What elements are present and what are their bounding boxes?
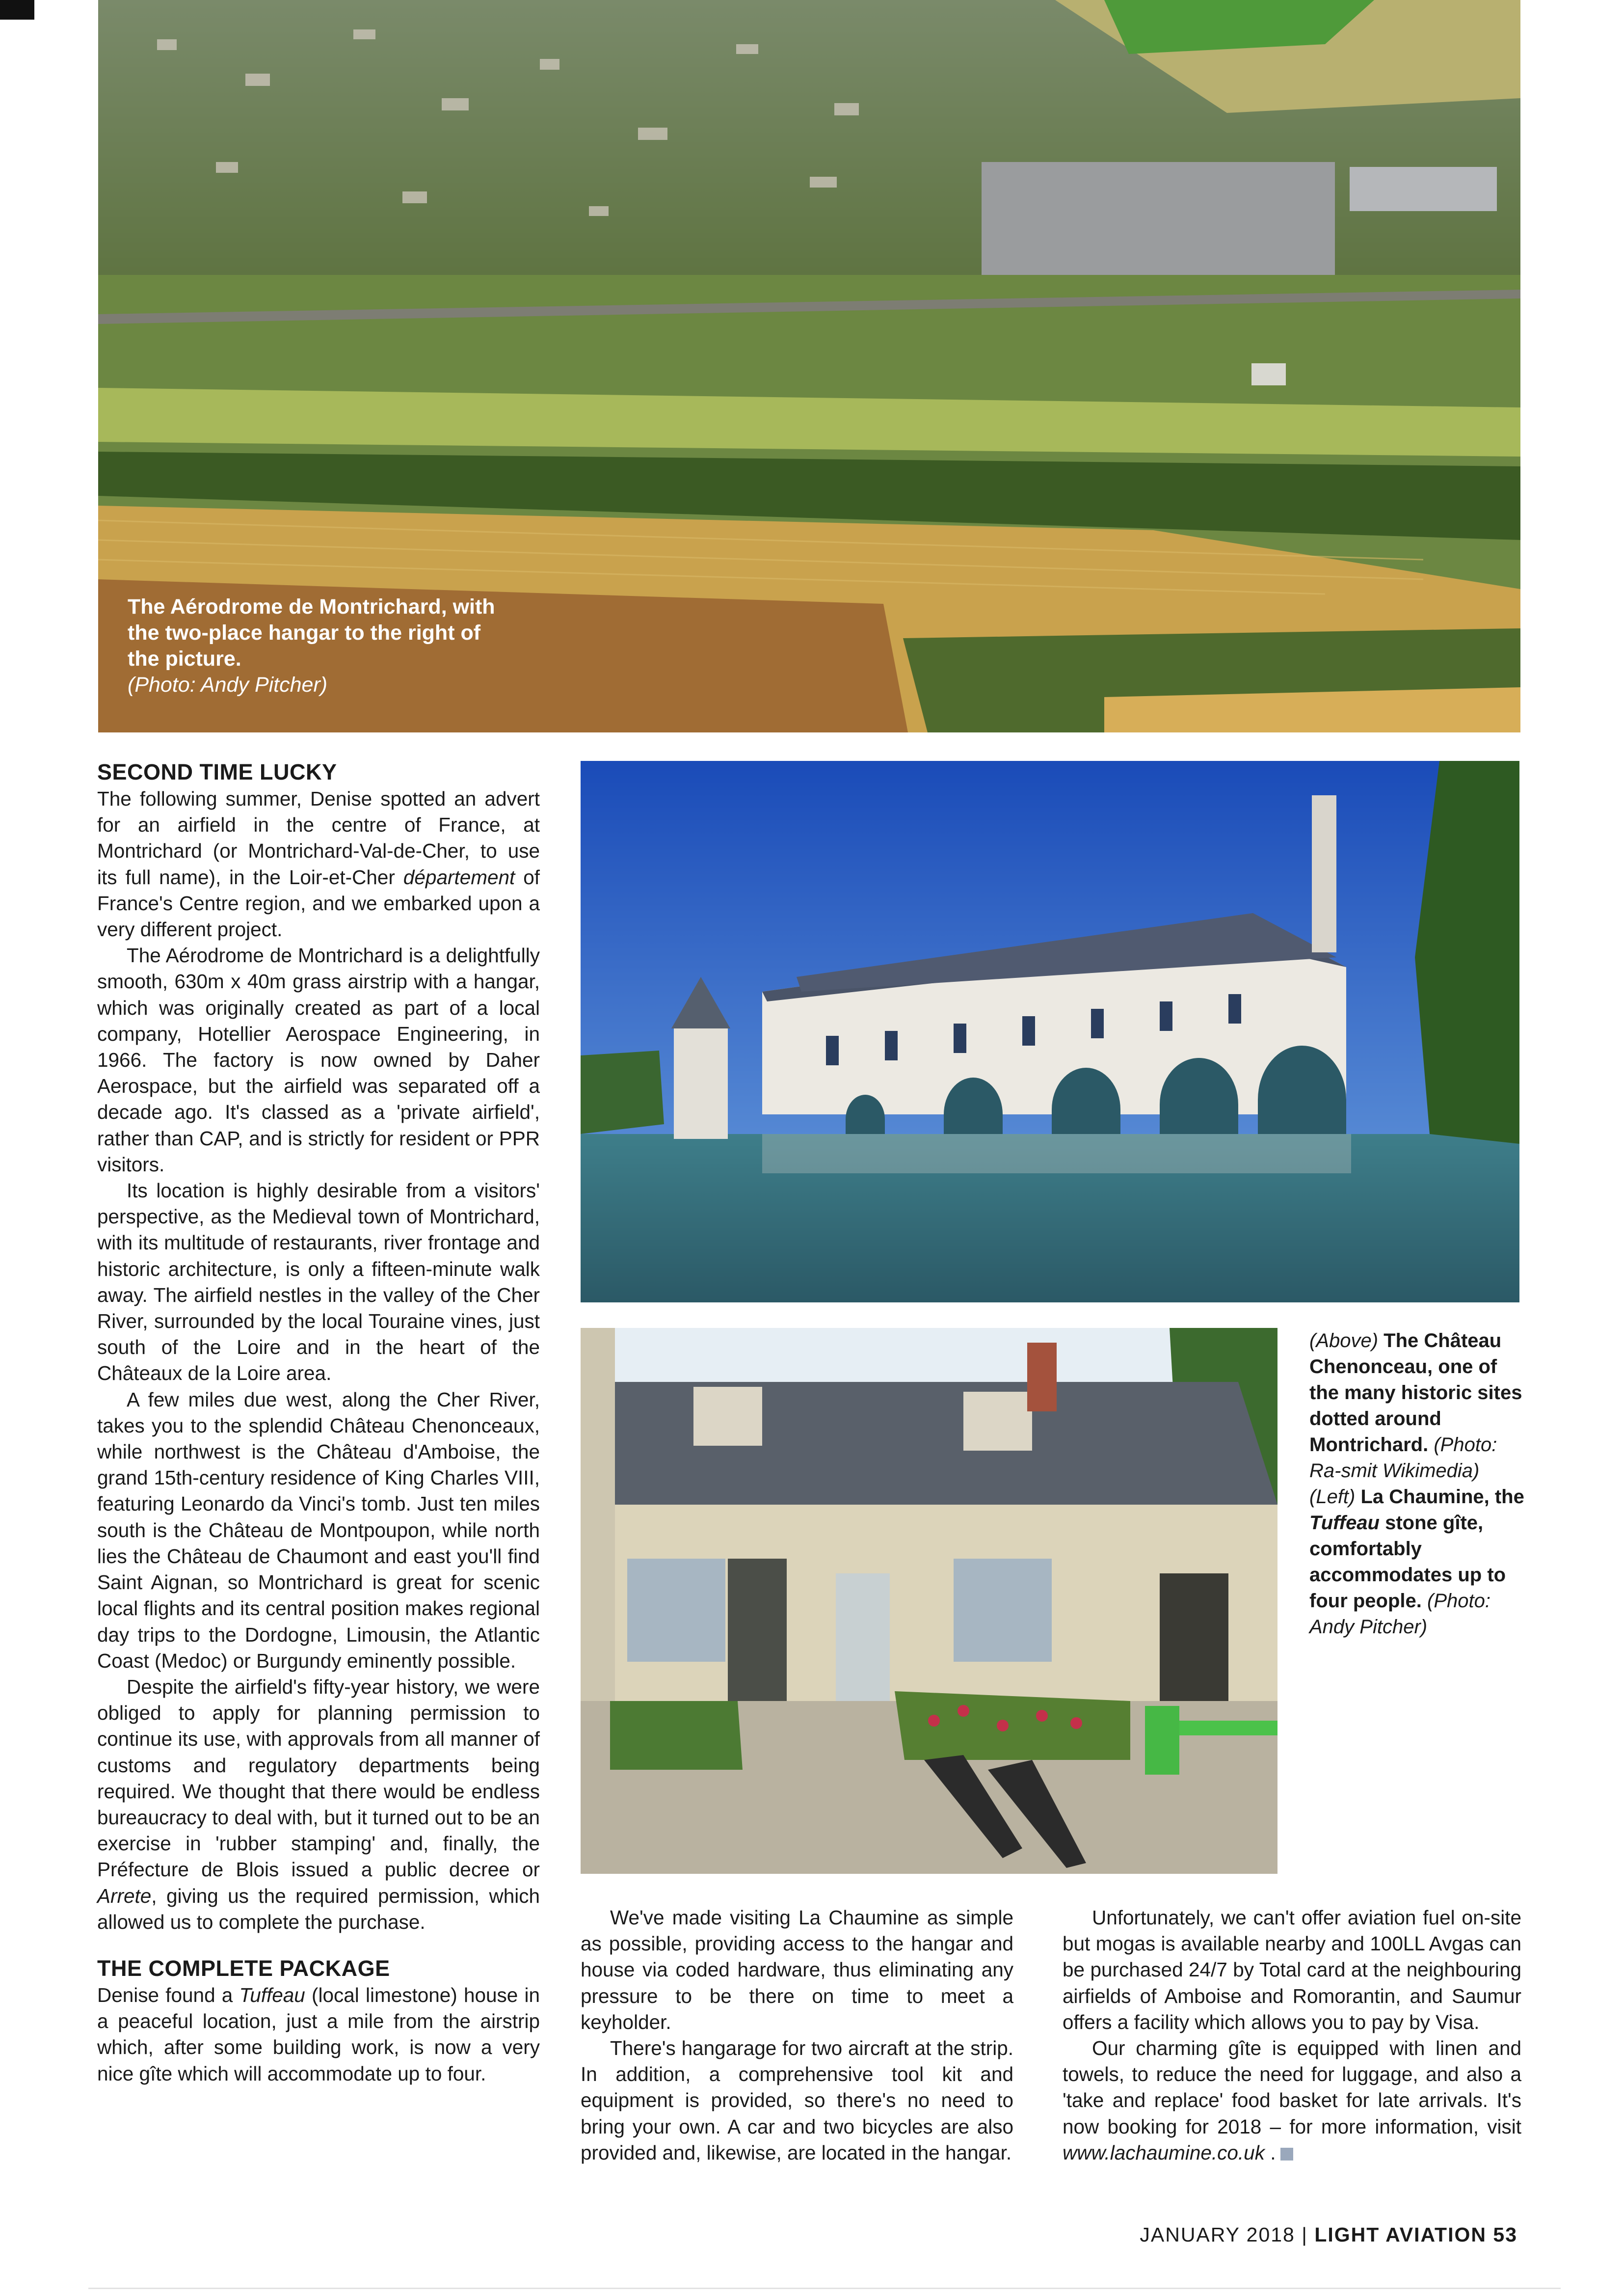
col1-p5-text-b: , giving us the required permission, which allowed us to complete the purchase. bbox=[97, 1884, 540, 1933]
magazine-name: LIGHT AVIATION bbox=[1314, 2223, 1487, 2246]
col3-p2-text-a: Our charming gîte is equipped with linen and towels, to reduce the need for luggage, and also a 'take and replace' food basket for late arrivals. It's now booking for 2018 – for more information, visit bbox=[1063, 2037, 1521, 2138]
chateau-chenonceau-photo bbox=[581, 761, 1519, 1302]
col1-p6-text-a: Denise found a bbox=[97, 1983, 239, 2006]
article-column-3 bbox=[1063, 1905, 1521, 2166]
issue-date: JANUARY 2018 bbox=[1140, 2223, 1295, 2246]
col1-paragraph-6 bbox=[97, 1982, 540, 2087]
la-chaumine-gite-photo bbox=[581, 1328, 1277, 1874]
col3-p2-text-b: . bbox=[1264, 2141, 1276, 2164]
article-column-2 bbox=[581, 1905, 1013, 2166]
page-footer bbox=[1140, 2223, 1517, 2246]
end-of-article-mark bbox=[1280, 2148, 1293, 2161]
caption-left-text-b: stone gîte, comfortably accommodates up to four people. bbox=[1309, 1512, 1506, 1612]
scan-edge bbox=[0, 0, 34, 20]
heading-second-time-lucky: SECOND TIME LUCKY bbox=[97, 759, 337, 784]
col1-paragraph-3: Its location is highly desirable from a visitors' perspective, as the Medieval town of Montrichard, with its multitude of restaurants, river frontage and historic architecture, is only a fifteen-minute walk away. The airfield nestles in the valley of the Cher River, surrounded by the local Touraine vines, just south of the Loire and in the heart of the Châteaux de la Loire area. bbox=[97, 1179, 540, 1385]
col2-paragraph-2: There's hangarage for two aircraft at the strip. In addition, a comprehensive tool kit and equipment is provided, so there's no need to bring your own. A car and two bicycles are also provided and, likewise, are located in the hangar. bbox=[581, 2037, 1013, 2164]
website-link-text: www.lachaumine.co.uk bbox=[1063, 2141, 1265, 2164]
aerial-caption-text: The Aérodrome de Montrichard, with the two-place hangar to the right of the picture. bbox=[128, 595, 495, 671]
col1-paragraph-1 bbox=[97, 786, 540, 943]
col1-p5-text-a: Despite the airfield's fifty-year history, we were obliged to apply for planning permission to continue its use, with approvals from all manner of customs and regulatory departments being required. We thought that there would be endless bureaucracy to deal with, but it turned out to be an exercise in 'rubber stamping' and, finally, the Préfecture de Blois issued a public decree or bbox=[97, 1675, 540, 1881]
caption-above-text: The Château Chenonceau, one of the many historic sites dotted around Montrichard. bbox=[1309, 1330, 1522, 1456]
aerial-caption-credit: (Photo: Andy Pitcher) bbox=[128, 673, 328, 697]
caption-left-text-a: La Chaumine, the bbox=[1355, 1486, 1524, 1508]
article-column-1 bbox=[97, 758, 540, 2087]
heading-complete-package: THE COMPLETE PACKAGE bbox=[97, 1955, 390, 1981]
footer-separator: | bbox=[1302, 2223, 1308, 2246]
bottom-edge-rule bbox=[88, 2288, 1561, 2289]
col1-p5-italic: Arrete bbox=[97, 1884, 152, 1907]
col1-p6-text-b: (local limestone) house in a peaceful location, just a mile from the airstrip which, after some building work, is now a very nice gîte which will accommodate up to four. bbox=[97, 1983, 540, 2085]
col1-p6-italic: Tuffeau bbox=[239, 1983, 305, 2006]
col1-paragraph-2: The Aérodrome de Montrichard is a delightfully smooth, 630m x 40m grass airstrip with a hangar, which was originally created as part of a local company, Hotellier Aerospace Engineering, in 1966. The factory is now owned by Daher Aerospace, but the airfield was separated off a decade ago. It's classed as a 'private airfield', rather than CAP, and is strictly for resident or PPR visitors. bbox=[97, 944, 540, 1176]
col1-p1-text-b: of France's Centre region, and we embarked upon a very different project. bbox=[97, 865, 540, 941]
col3-paragraph-2 bbox=[1063, 2035, 1521, 2166]
col3-paragraph-1: Unfortunately, we can't offer aviation fuel on-site but mogas is available nearby and 100LL Avgas can be purchased 24/7 by Total card at the neighbouring airfields of Amboise and Romorantin, and Saumur offers a facility which allows you to pay by Visa. bbox=[1063, 1906, 1521, 2033]
col2-paragraph-1: We've made visiting La Chaumine as simple as possible, providing access to the hangar and house via coded hardware, thus eliminating any pressure to be there on time to meet a keyholder. bbox=[581, 1906, 1013, 2033]
caption-left-credit: (Photo: Andy Pitcher) bbox=[1309, 1590, 1490, 1638]
photo-side-caption bbox=[1309, 1328, 1525, 1640]
caption-above-tag: (Above) bbox=[1309, 1330, 1379, 1351]
aerial-photo-caption bbox=[128, 594, 501, 698]
col1-paragraph-4: A few miles due west, along the Cher River, takes you to the splendid Château Chenonceaux, while northwest is the Château d'Amboise, the grand 15th-century residence of King Charles VIII, featuring Leonardo da Vinci's tomb. Just ten miles south is the Château de Montpoupon, while north lies the Château de Chaumont and east you'll find Saint Aignan, so Montrichard is great for scenic local flights and its central position makes regional day trips to the Dordogne, Limousin, the Atlantic Coast (Medoc) or Burgundy eminently possible. bbox=[97, 1388, 540, 1672]
page-number: 53 bbox=[1493, 2223, 1517, 2246]
caption-above-credit: (Photo: Ra-smit Wikimedia) bbox=[1309, 1434, 1497, 1482]
col1-paragraph-5 bbox=[97, 1674, 540, 1935]
caption-left-italic: Tuffeau bbox=[1309, 1512, 1380, 1534]
col1-p1-text-a: The following summer, Denise spotted an advert for an airfield in the centre of France, at Montrichard (or Montrichard-Val-de-Cher, to use its full name), in the Loir-et-Cher bbox=[97, 787, 540, 889]
caption-left-tag: (Left) bbox=[1309, 1486, 1356, 1508]
col1-p1-italic: département bbox=[403, 865, 515, 889]
